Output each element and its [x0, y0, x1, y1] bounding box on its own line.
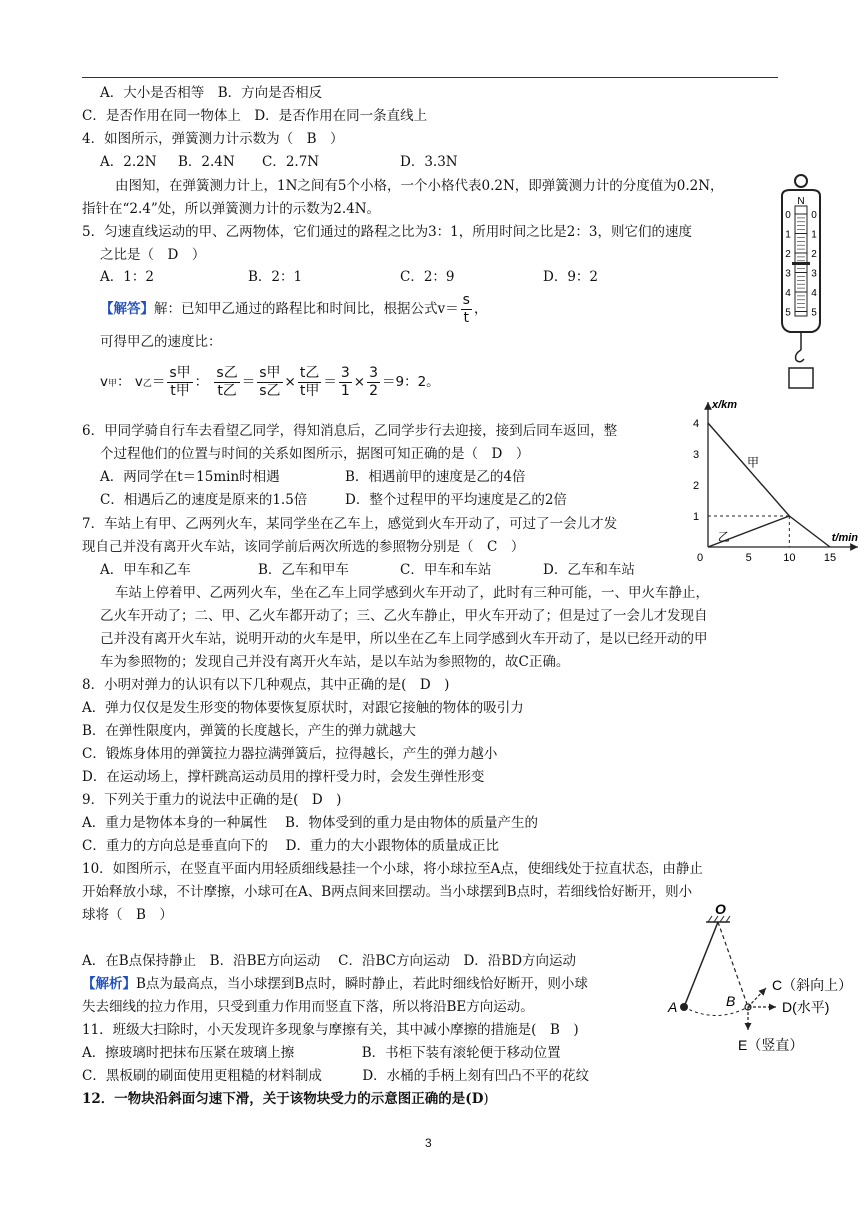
q10-analysis-2: 失去细线的拉力作用，只受到重力作用而竖直下落，所以将沿BE方向运动。	[82, 999, 534, 1015]
point-b-label: B	[726, 993, 736, 1009]
series-line-jia	[708, 423, 830, 547]
q7-explanation-2: 乙火车开动了；二、甲、乙火车都开动了；三、乙火车静止，甲火车开动了；但是过了一会儿才发现自	[100, 608, 708, 624]
q7-option-a: A．甲车和乙车	[100, 562, 191, 578]
q11-option-cd: C．黑板刷的刷面使用更粗糙的材料制成 D．水桶的手柄上刻有凹凸不平的花纹	[82, 1068, 590, 1084]
q4-stem: 4．如图所示，弹簧测力计示数为（ B ）	[82, 131, 344, 147]
y-tick-label: 1	[692, 511, 700, 523]
q6-option-d: D．整个过程甲的平均速度是乙的2倍	[345, 492, 567, 508]
point-a-label: A	[668, 999, 678, 1015]
q6-option-b: B．相遇前甲的速度是乙的4倍	[345, 469, 526, 485]
frac-s-jia-t-jia: $\frac{\text{s甲}}{\text{t甲}}$	[169, 364, 191, 399]
q5-ratio-intro: 可得甲乙的速度比：	[100, 334, 222, 350]
y-tick-label: 4	[692, 418, 700, 430]
scale-label-left: 3	[785, 268, 791, 280]
x-tick-label: 15	[823, 552, 837, 564]
frac-t-yi-t-jia: $\frac{\text{t乙}}{\text{t甲}}$	[299, 364, 320, 399]
x-axis-label: t/min	[831, 532, 858, 544]
q11-option-ab: A．擦玻璃时把抹布压紧在玻璃上擦 B．书柜下装有滚轮便于移动位置	[82, 1045, 561, 1061]
q12-stem: 12．一物块沿斜面匀速下滑，关于该物块受力的示意图正确的是(D)	[82, 1091, 489, 1107]
q3-option-ab: A．大小是否相等 B．方向是否相反	[100, 85, 323, 101]
q5-option-c: C．2：9	[400, 269, 455, 285]
swing-arc	[684, 1007, 748, 1016]
scale-label-left: 1	[785, 229, 791, 241]
q7-explanation-1: 车站上停着甲、乙两列火车，坐在乙车上同学感到火车开动了，此时有三种可能，一、甲火车静止，	[115, 585, 709, 601]
string-to-a	[684, 922, 718, 1007]
scale-pointer	[792, 262, 810, 265]
q6-stem-1: 6．甲同学骑自行车去看望乙同学，得知消息后，乙同学步行去迎接，接到后同车返回，整	[82, 423, 618, 439]
scale-label-right: 3	[811, 268, 817, 280]
page-number: 3	[425, 1136, 432, 1150]
q8-option-c: C．锻炼身体用的弹簧拉力器拉满弹簧后，拉得越长，产生的弹力越小	[82, 746, 498, 762]
q10-stem-3: 球将（ B ）	[82, 907, 173, 923]
q5-stem-1: 5．匀速直线运动的甲、乙两物体，它们通过的路程之比为3：1，所用时间之比是2：3，则它们的速度	[82, 224, 692, 240]
q10-analysis-1: 【解析】B点为最高点，当小球摆到B点时，瞬时静止，若此时细线恰好断开，则小球	[82, 976, 588, 992]
arrow-c	[748, 988, 766, 1007]
q5-formula: v甲： v乙＝ $\frac{\text{s甲}}{\text{t甲}}$ ： $\frac{\text{s乙}}{\text{t乙}}$ ＝ $\frac{\text{s甲}}{\text{s乙}}$ × $\frac{\text{t乙}}{\text{t甲}}$ ＝ $\frac{3}{1}$ × $\frac{3}{2}$ ＝9：2。	[100, 364, 440, 399]
series-label-jia: 甲	[747, 455, 760, 470]
q4-option-d: D．3.3N	[400, 154, 458, 170]
scale-label-right: 1	[811, 229, 817, 241]
q10-stem-1: 10．如图所示，在竖直平面内用轻质细线悬挂一个小球，将小球拉至A点，使细线处于拉直状态，由静止	[82, 861, 703, 877]
q9-option-cd: C．重力的方向总是垂直向下的 D．重力的大小跟物体的质量成正比	[82, 838, 499, 854]
y-tick-label: 3	[692, 449, 700, 461]
q4-option-c: C．2.7N	[262, 154, 320, 170]
point-o-label: O	[715, 901, 726, 917]
spring-scale-figure	[770, 172, 834, 390]
position-time-chart	[684, 394, 860, 564]
q7-option-c: C．甲车和车站	[400, 562, 492, 578]
x-tick-label: 5	[745, 552, 752, 564]
direction-d-label: D(水平)	[782, 999, 830, 1015]
scale-label-right: 4	[811, 288, 817, 299]
q10-stem-2: 开始释放小球，不计摩擦，小球可在A、B两点间来回摆动。当小球摆到B点时，若细线恰好断开，则小	[82, 884, 693, 900]
q8-stem: 8．小明对弹力的认识有以下几种观点，其中正确的是( D )	[82, 677, 450, 693]
q6-option-a: A．两同学在t＝15min时相遇	[100, 469, 280, 485]
q11-stem: 11．班级大扫除时，小天发现许多现象与摩擦有关，其中减小摩擦的措施是( B )	[82, 1022, 579, 1038]
q9-option-ab: A．重力是物体本身的一种属性 B．物体受到的重力是由物体的质量产生的	[82, 815, 538, 831]
q3-option-cd: C．是否作用在同一物体上 D．是否作用在同一条直线上	[82, 108, 428, 124]
q4-option-b: B．2.4N	[178, 154, 235, 170]
q7-stem-1: 7．车站上有甲、乙两列火车，某同学坐在乙车上，感觉到火车开动了，可过了一会儿才发	[82, 516, 618, 532]
q5-option-d: D．9：2	[543, 269, 599, 285]
q7-option-b: B．乙车和甲车	[258, 562, 349, 578]
q8-option-d: D．在运动场上，撑杆跳高运动员用的撑杆受力时，会发生弹性形变	[82, 769, 485, 785]
q5-option-a: A．1：2	[100, 269, 154, 285]
q5-answer-line	[100, 292, 487, 327]
q7-explanation-4: 车为参照物的；发现自己并没有离开火车站，是以车站为参照物的，故C正确。	[100, 654, 570, 670]
q7-stem-2: 现自己并没有离开火车站，该同学前后两次所选的参照物分别是（ C ）	[82, 539, 525, 555]
q8-option-a: A．弹力仅仅是发生形变的物体要恢复原状时，对跟它接触的物体的吸引力	[82, 700, 524, 716]
scale-hook	[796, 350, 804, 362]
q4-explanation-1: 由图知，在弹簧测力计上，1N之间有5个小格，一个小格代表0.2N，即弹簧测力计的分度值为0.2N，	[115, 178, 724, 194]
frac-s-jia-s-yi: $\frac{\text{s甲}}{\text{s乙}}$	[259, 364, 281, 399]
scale-unit-label: N	[797, 196, 805, 207]
series-label-yi: 乙	[717, 529, 730, 544]
q5-option-b: B．2：1	[248, 269, 303, 285]
q7-explanation-3: 己并没有离开火车站，说明开动的火车是甲，所以坐在乙车上同学感到火车开动了，是以已经开动的甲	[100, 631, 708, 647]
pendulum-figure	[640, 900, 853, 1070]
formula-v-s-over-t: $\frac{s}{t}$	[462, 292, 470, 326]
scale-label-left: 4	[785, 288, 791, 299]
q4-explanation-2: 指针在“2.4”处，所以弹簧测力计的示数为2.4N。	[82, 201, 381, 217]
q9-stem: 9．下列关于重力的说法中正确的是( D )	[82, 792, 342, 808]
q8-option-b: B．在弹性限度内，弹簧的长度越长，产生的弹力就越大	[82, 723, 416, 739]
scale-label-right: 2	[811, 249, 817, 260]
y-axis-label: x/km	[712, 399, 738, 411]
analysis-tag: 【解析】	[82, 976, 136, 992]
q5-answer-text: 解：已知甲乙通过的路程比和时间比，根据公式v＝	[154, 301, 459, 317]
scale-label-left: 0	[785, 210, 791, 221]
q6-option-c: C．相遇后乙的速度是原来的1.5倍	[100, 492, 308, 508]
formula-comma: ，	[473, 301, 488, 317]
scale-top-ring	[795, 175, 807, 187]
q4-option-a: A．2.2N	[100, 154, 157, 170]
frac-3-2: $\frac{3}{2}$	[369, 364, 378, 399]
answer-tag: 【解答】	[100, 301, 154, 317]
header-rule	[82, 77, 778, 78]
x-tick-label: 0	[696, 552, 704, 564]
ball-at-a	[680, 1003, 688, 1011]
scale-weight	[789, 368, 813, 388]
frac-3-1: $\frac{3}{1}$	[340, 364, 350, 399]
scale-label-left: 2	[785, 249, 791, 260]
frac-s-yi-t-yi: $\frac{\text{s乙}}{\text{t乙}}$	[216, 364, 238, 399]
scale-label-left: 5	[785, 307, 791, 319]
direction-e-label: E（竖直）	[738, 1037, 804, 1053]
scale-label-right: 5	[811, 307, 817, 319]
q5-stem-2: 之比是（ D ）	[100, 247, 206, 263]
q10-options: A．在B点保持静止 B．沿BE方向运动 C．沿BC方向运动 D．沿BD方向运动	[82, 953, 577, 969]
scale-label-right: 0	[811, 210, 817, 221]
q7-option-d: D．乙车和车站	[543, 562, 635, 578]
direction-c-label: C（斜向上）	[772, 977, 853, 993]
q6-stem-2: 个过程他们的位置与时间的关系如图所示，据图可知正确的是（ D ）	[100, 446, 530, 462]
x-tick-label: 10	[783, 552, 796, 564]
y-tick-label: 2	[692, 480, 700, 492]
